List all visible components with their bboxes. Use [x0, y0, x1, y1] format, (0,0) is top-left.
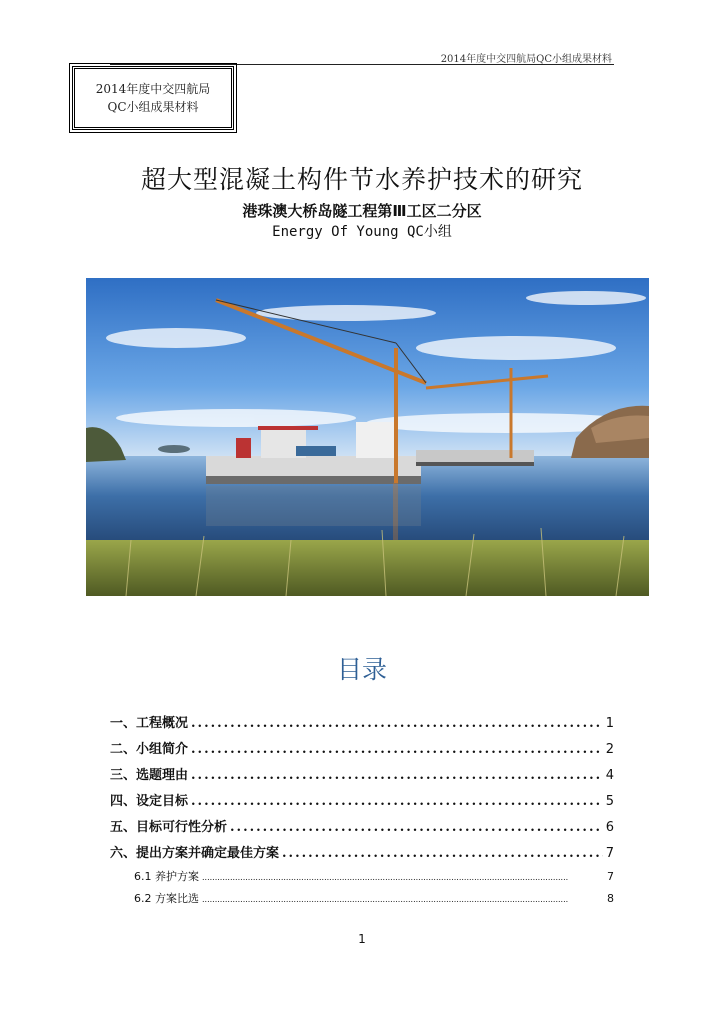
- toc-entry-label: 六、提出方案并确定最佳方案: [110, 846, 280, 861]
- toc-leader-dots: [202, 895, 603, 904]
- toc-subentry[interactable]: [110, 868, 614, 890]
- table-of-contents: [110, 712, 614, 912]
- document-title: 超大型混凝土构件节水养护技术的研究: [140, 165, 583, 194]
- toc-leader-dots: [191, 794, 603, 809]
- toc-entry[interactable]: [110, 816, 614, 842]
- toc-subentry-label: 6.2 方案比选: [134, 892, 199, 905]
- photo-illustration: [86, 278, 649, 596]
- construction-site-photo: [86, 278, 649, 596]
- toc-entry-page: 4: [605, 768, 614, 783]
- toc-heading: 目录: [336, 655, 387, 684]
- toc-leader-dots: [191, 716, 603, 731]
- toc-entry[interactable]: [110, 712, 614, 738]
- toc-entry[interactable]: [110, 764, 614, 790]
- framed-label-line1: 2014年度中交四航局: [95, 82, 211, 96]
- toc-entry-page: 5: [605, 794, 614, 809]
- page-number: 1: [358, 932, 366, 946]
- toc-entry[interactable]: [110, 790, 614, 816]
- toc-leader-dots: [202, 873, 603, 882]
- toc-subentry-page: 8: [607, 892, 614, 905]
- foreground-grass: [86, 540, 649, 596]
- toc-entry-label: 一、工程概况: [110, 716, 189, 731]
- toc-subentry-page: 7: [607, 870, 614, 883]
- toc-entry-page: 1: [605, 716, 614, 731]
- toc-subentry-label: 6.1 养护方案: [134, 870, 199, 883]
- toc-entry[interactable]: [110, 738, 614, 764]
- toc-leader-dots: [191, 768, 603, 783]
- toc-entry-label: 二、小组简介: [110, 742, 189, 757]
- toc-entry-page: 7: [605, 846, 614, 861]
- toc-entry-label: 四、设定目标: [110, 794, 189, 809]
- team-name: Energy Of Young QC小组: [272, 224, 452, 240]
- toc-entry-label: 三、选题理由: [110, 768, 189, 783]
- second-barge: [416, 450, 534, 464]
- toc-entry-page: 6: [605, 820, 614, 835]
- running-header: 2014年度中交四航局QC小组成果材料: [440, 54, 612, 65]
- framed-label-line2: QC小组成果材料: [107, 100, 199, 114]
- header-rule: [110, 64, 614, 65]
- toc-entry[interactable]: [110, 842, 614, 868]
- toc-leader-dots: [191, 742, 603, 757]
- toc-subentry[interactable]: [110, 890, 614, 912]
- toc-entry-label: 五、目标可行性分析: [110, 820, 228, 835]
- toc-leader-dots: [230, 820, 603, 835]
- toc-entry-page: 2: [605, 742, 614, 757]
- toc-leader-dots: [282, 846, 603, 861]
- framed-label-box: [72, 66, 234, 130]
- document-subtitle: 港珠澳大桥岛隧工程第Ⅲ工区二分区: [242, 202, 482, 220]
